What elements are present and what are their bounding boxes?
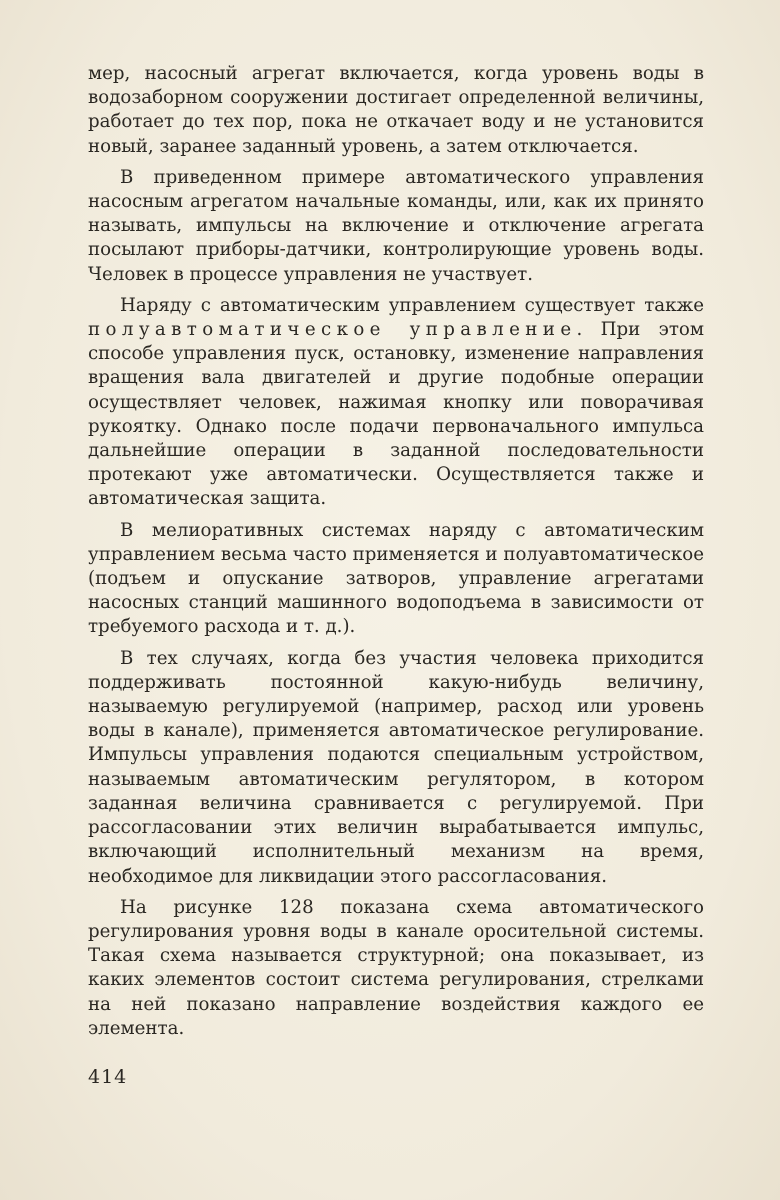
paragraph-figure-reference: На рисунке 128 показана схема автоматического регулирования уровня воды в канале оросительной системы. Такая схема называется структурной; она показывает, из каких элементов состоит система регулирования, стрелками на ней показано направление воздействия каждого ее элемента. xyxy=(88,896,704,1039)
paragraph-semi-automatic-control xyxy=(88,294,704,512)
paragraph-continuation: мер, насосный агрегат включается, когда уровень воды в водозаборном сооружении достигает определенной величины, работает до тех пор, пока не откачает воду и не установится новый, заранее заданный уровень, а затем отключается. xyxy=(88,63,704,157)
page-number: 414 xyxy=(88,1066,128,1088)
paragraph-automatic-regulation: В тех случаях, когда без участия человека приходится поддерживать постоянной какую-нибудь величину, называемую регулируемой (например, расход или уровень воды в канале), применяется автоматическое регулирование. Импульсы управления подаются специальным устройством, называемым автоматическим регулятором, в котором заданная величина сравнивается с регулируемой. При рассогласовании этих величин вырабатывается импульс, включающий исполнительный механизм на время, необходимое для ликвидации этого рассогласования. xyxy=(88,647,704,887)
paragraph-melioration-systems: В мелиоративных системах наряду с автоматическим управлением весьма часто применяется и полуавтоматическое (подъем и опускание затворов, управление агрегатами насосных станций машинного водоподъема в зависимости от требуемого расхода и т. д.). xyxy=(88,519,704,638)
paragraph-text-after: . При этом способе управления пуск, остановку, изменение направления вращения вала двигателей и другие подобные операции осуществляет человек, нажимая кнопку или поворачивая рукоятку. Однако после подачи первоначального импульса дальнейшие операции в заданной последовательности протекают уже автоматически. Осуществляется также и автоматическая защита. xyxy=(88,319,704,510)
paragraph-text-before: Наряду с автоматическим управлением существует также xyxy=(120,294,704,316)
body-text xyxy=(88,62,704,1048)
emphasized-term: полуавтоматическое управление xyxy=(88,319,577,341)
paragraph-automatic-control-example: В приведенном примере автоматического управления насосным агрегатом начальные команды, или, как их принято называть, импульсы на включение и отключение агрегата посылают приборы-датчики, контролирующие уровень воды. Человек в процессе управления не участвует. xyxy=(88,166,704,285)
